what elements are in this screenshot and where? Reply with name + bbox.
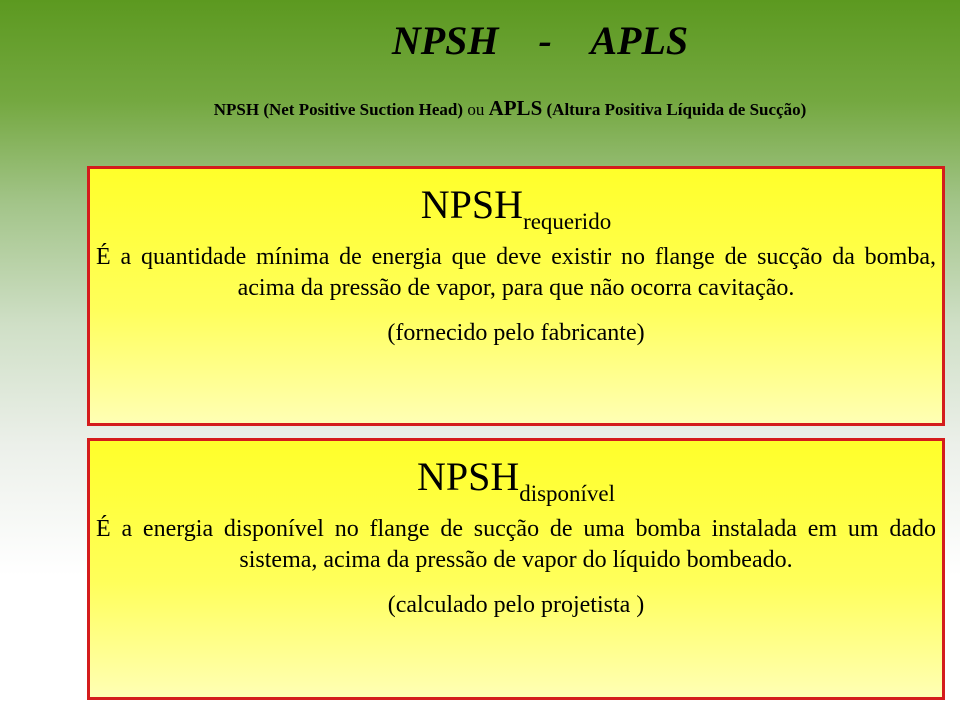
slide-title: NPSH - APLS (391, 18, 689, 63)
npsh-required-heading (90, 183, 942, 233)
subtitle-apls-definition: (Altura Positiva Líquida de Sucção) (546, 100, 807, 119)
npsh-available-note: (calculado pelo projetista ) (387, 592, 645, 618)
npsh-available-description: É a energia disponível no flange de sucção de uma bomba instalada em um dado sistema, acima da pressão de vapor do líquido bombeado. (96, 516, 936, 573)
npsh-required-heading-sub: requerido (523, 209, 612, 234)
npsh-required-box (87, 166, 945, 426)
npsh-required-note: (fornecido pelo fabricante) (387, 320, 645, 346)
subtitle-apls: APLS (488, 96, 543, 120)
npsh-available-heading-main: NPSH (416, 454, 520, 499)
npsh-required-description: É a quantidade mínima de energia que deve existir no flange de sucção da bomba, acima da pressão de vapor, para que não ocorra cavitação. (96, 244, 936, 301)
npsh-available-heading (90, 455, 942, 505)
slide-subtitle (0, 96, 960, 122)
subtitle-npsh-definition: NPSH (Net Positive Suction Head) (213, 100, 464, 119)
subtitle-connector: ou (467, 100, 485, 119)
npsh-available-heading-sub: disponível (519, 481, 616, 506)
npsh-required-heading-main: NPSH (420, 182, 524, 227)
npsh-available-box (87, 438, 945, 700)
